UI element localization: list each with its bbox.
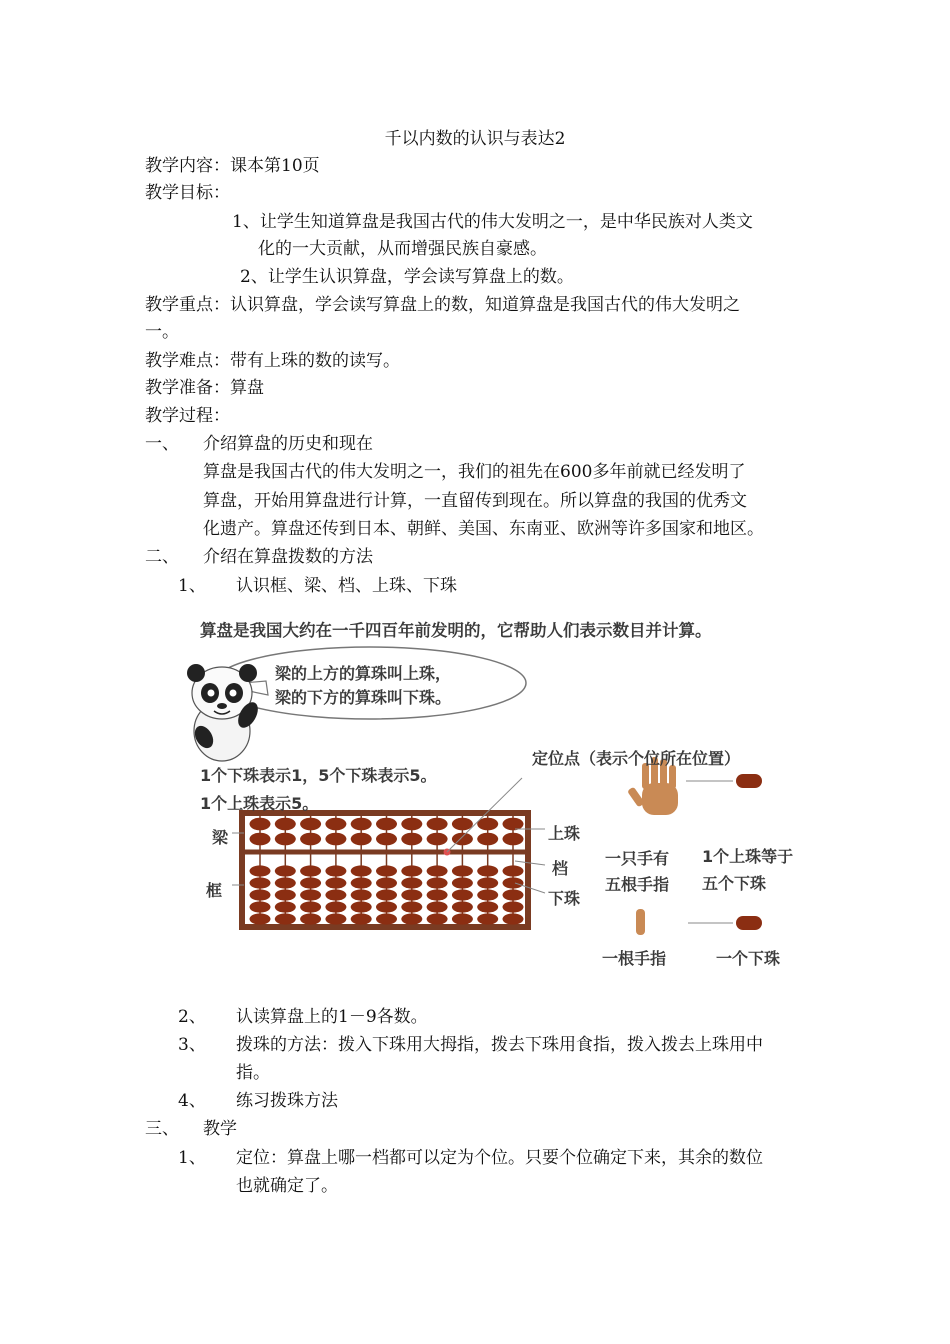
- abacus-lower-bead: [477, 865, 498, 876]
- figure-drawing: [180, 603, 800, 973]
- section3-title: 教学: [203, 1119, 237, 1139]
- abacus-lower-bead: [452, 901, 473, 912]
- section2-title: 介绍在算盘拨数的方法: [203, 547, 373, 567]
- abacus-lower-bead: [452, 913, 473, 924]
- bubble-line1: 梁的上方的算珠叫上珠，: [275, 664, 452, 683]
- abacus-upper-bead: [300, 818, 321, 831]
- abacus-lower-bead: [351, 913, 372, 924]
- abacus-upper-bead: [452, 818, 473, 831]
- abacus-lower-bead: [275, 865, 296, 876]
- upper-text1: 1个上珠等于: [702, 847, 794, 866]
- hand-text2: 五根手指: [605, 875, 670, 894]
- abacus-lower-bead: [300, 865, 321, 876]
- finger-icon: [636, 909, 645, 935]
- abacus-upper-bead: [376, 833, 397, 846]
- note2: 1个上珠表示5。: [200, 794, 319, 813]
- abacus-lower-bead: [250, 877, 271, 888]
- abacus-upper-bead: [401, 818, 422, 831]
- section2-item1-number: 1、: [178, 576, 206, 596]
- abacus-lower-bead: [351, 877, 372, 888]
- preparation: 教学准备：算盘: [145, 378, 264, 398]
- abacus-lower-bead: [376, 889, 397, 900]
- abacus-figure: [180, 603, 800, 973]
- note1: 1个下珠表示1，5个下珠表示5。: [200, 766, 437, 785]
- abacus-lower-bead: [401, 865, 422, 876]
- finger-text: 一根手指: [602, 949, 667, 968]
- abacus-lower-bead: [477, 877, 498, 888]
- abacus-upper-bead: [401, 833, 422, 846]
- section2-number: 二、: [145, 547, 179, 567]
- process-label: 教学过程：: [145, 406, 230, 426]
- abacus-lower-bead: [275, 901, 296, 912]
- abacus-lower-bead: [401, 877, 422, 888]
- abacus-lower-bead: [376, 877, 397, 888]
- abacus-lower-bead: [452, 865, 473, 876]
- section2-item2-text: 认读算盘上的1－9各数。: [236, 1007, 428, 1027]
- goal1-line2: 化的一大贡献，从而增强民族自豪感。: [258, 239, 547, 259]
- abacus-upper-bead: [250, 818, 271, 831]
- abacus-lower-bead: [300, 901, 321, 912]
- abacus-lower-bead: [401, 913, 422, 924]
- abacus-upper-bead: [275, 833, 296, 846]
- label-xiazhu: 下珠: [548, 889, 581, 908]
- bubble-line2: 梁的下方的算珠叫下珠。: [275, 688, 452, 707]
- abacus-upper-bead: [427, 833, 448, 846]
- section1-number: 一、: [145, 434, 179, 454]
- upper-text2: 五个下珠: [702, 874, 767, 893]
- abacus-lower-bead: [376, 913, 397, 924]
- section1-title: 介绍算盘的历史和现在: [203, 434, 373, 454]
- abacus-lower-bead: [325, 877, 346, 888]
- label-dang: 档: [552, 859, 569, 878]
- abacus-lower-bead: [376, 901, 397, 912]
- section2-item4-text: 练习拨珠方法: [236, 1091, 338, 1111]
- abacus-upper-bead: [250, 833, 271, 846]
- hand-text1: 一只手有: [605, 849, 670, 868]
- abacus-upper-bead: [275, 818, 296, 831]
- abacus-lower-bead: [401, 901, 422, 912]
- abacus-lower-bead: [250, 865, 271, 876]
- key-point-line2: 一。: [145, 322, 179, 342]
- goal1-line1: 1、让学生知道算盘是我国古代的伟大发明之一，是中华民族对人类文: [232, 212, 753, 232]
- abacus-lower-bead: [376, 865, 397, 876]
- abacus-upper-bead: [300, 833, 321, 846]
- panda-icon: [187, 664, 262, 761]
- abacus-lower-bead: [250, 913, 271, 924]
- section3-item1-line2: 也就确定了。: [236, 1176, 338, 1196]
- content-label: 教学内容：课本第10页: [145, 156, 320, 176]
- abacus-lower-bead: [503, 913, 524, 924]
- goal2: 2、让学生认识算盘，学会读写算盘上的数。: [240, 267, 574, 287]
- dingwei-label: 定位点（表示个位所在位置）: [532, 749, 741, 768]
- abacus-lower-bead: [427, 865, 448, 876]
- abacus-lower-bead: [503, 865, 524, 876]
- abacus-lower-bead: [300, 913, 321, 924]
- abacus-upper-bead: [325, 818, 346, 831]
- abacus-upper-bead: [351, 818, 372, 831]
- section1-para-line2: 算盘，开始用算盘进行计算，一直留传到现在。所以算盘的我国的优秀文: [203, 491, 747, 511]
- section2-item3-line2: 指。: [236, 1063, 270, 1083]
- abacus-lower-bead: [452, 889, 473, 900]
- abacus-lower-bead: [351, 865, 372, 876]
- section2-item3-number: 3、: [178, 1035, 206, 1055]
- abacus-lower-bead: [250, 889, 271, 900]
- abacus-upper-bead: [376, 818, 397, 831]
- abacus-lower-bead: [427, 901, 448, 912]
- abacus-lower-bead: [250, 901, 271, 912]
- abacus-lower-bead: [300, 889, 321, 900]
- abacus-lower-bead: [325, 889, 346, 900]
- section1-para-line1: 算盘是我国古代的伟大发明之一，我们的祖先在600多年前就已经发明了: [203, 462, 746, 482]
- section1-para-line3: 化遗产。算盘还传到日本、朝鲜、美国、东南亚、欧洲等许多国家和地区。: [203, 519, 764, 539]
- page-title: 千以内数的认识与表达2: [384, 129, 566, 149]
- section2-item3-line1: 拨珠的方法：拨入下珠用大拇指，拨去下珠用食指，拨入拨去上珠用中: [236, 1035, 763, 1055]
- abacus-upper-bead: [503, 818, 524, 831]
- abacus-lower-bead: [503, 901, 524, 912]
- upper-bead-icon: [736, 774, 762, 788]
- abacus-lower-bead: [351, 901, 372, 912]
- section2-item1-text: 认识框、梁、档、上珠、下珠: [236, 576, 457, 596]
- abacus-lower-bead: [275, 877, 296, 888]
- abacus-lower-bead: [401, 889, 422, 900]
- label-shangzhu: 上珠: [548, 824, 581, 843]
- section2-item4-number: 4、: [178, 1091, 206, 1111]
- abacus-lower-bead: [427, 889, 448, 900]
- abacus-lower-bead: [275, 913, 296, 924]
- abacus-upper-bead: [477, 833, 498, 846]
- key-point-line1: 教学重点：认识算盘，学会读写算盘上的数，知道算盘是我国古代的伟大发明之: [145, 295, 740, 315]
- abacus-lower-bead: [325, 901, 346, 912]
- abacus-lower-bead: [275, 889, 296, 900]
- section3-item1-line1: 定位：算盘上哪一档都可以定为个位。只要个位确定下来，其余的数位: [236, 1148, 763, 1168]
- section2-item2-number: 2、: [178, 1007, 206, 1027]
- abacus-upper-bead: [351, 833, 372, 846]
- abacus-upper-bead: [427, 818, 448, 831]
- lower-bead-icon: [736, 916, 762, 930]
- lower-text: 一个下珠: [716, 949, 781, 968]
- label-kuang: 框: [206, 881, 223, 900]
- abacus-lower-bead: [300, 877, 321, 888]
- section3-number: 三、: [145, 1119, 179, 1139]
- abacus-lower-bead: [503, 889, 524, 900]
- abacus-upper-bead: [503, 833, 524, 846]
- abacus-lower-bead: [452, 877, 473, 888]
- abacus-upper-bead: [325, 833, 346, 846]
- abacus-lower-bead: [427, 913, 448, 924]
- abacus-lower-bead: [427, 877, 448, 888]
- abacus-lower-bead: [477, 889, 498, 900]
- goals-label: 教学目标：: [145, 183, 230, 203]
- section3-item1-number: 1、: [178, 1148, 206, 1168]
- abacus-lower-bead: [477, 913, 498, 924]
- abacus-lower-bead: [351, 889, 372, 900]
- figure-caption: 算盘是我国大约在一千四百年前发明的，它帮助人们表示数目并计算。: [200, 621, 712, 640]
- difficulty: 教学难点：带有上珠的数的读写。: [145, 351, 400, 371]
- abacus-lower-bead: [325, 913, 346, 924]
- abacus-lower-bead: [477, 901, 498, 912]
- label-liang: 梁: [212, 828, 229, 847]
- abacus-lower-bead: [325, 865, 346, 876]
- abacus-lower-bead: [503, 877, 524, 888]
